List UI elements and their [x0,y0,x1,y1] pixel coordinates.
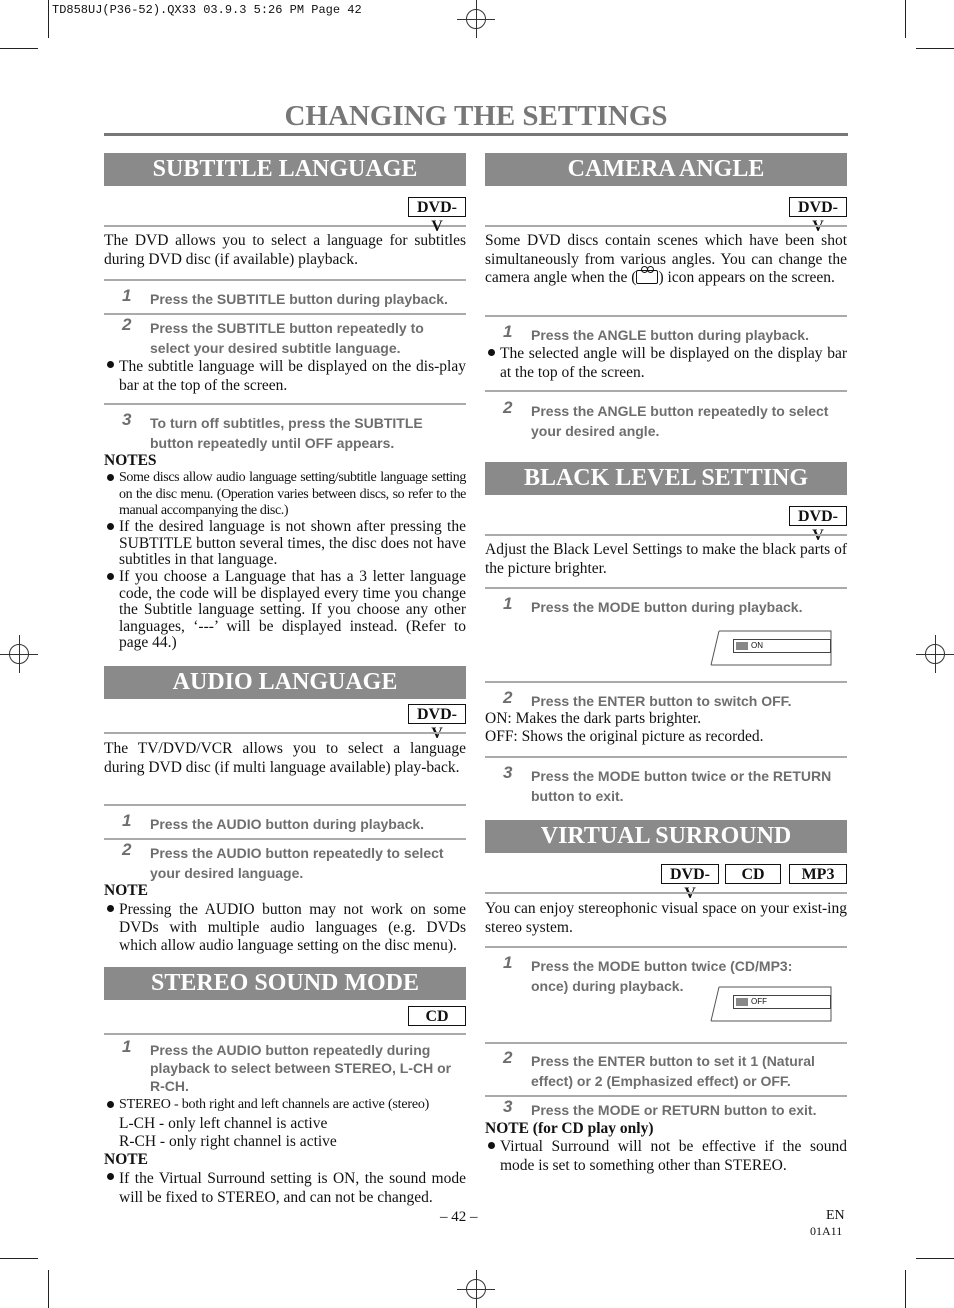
divider [104,313,466,315]
crop-mark [905,1270,906,1308]
divider [104,804,466,806]
divider [485,587,847,589]
disc-badge-cd: CD [725,864,781,884]
crop-mark [48,0,49,38]
osd-display: OFF [709,986,833,1022]
bullet-icon [107,573,114,580]
note-heading: NOTE (for CD play only) [485,1120,654,1137]
intro-text: Some DVD discs contain scenes which have been shot simultaneously from various angles. You can change the camera angle when the ( ) icon appears on the screen. [485,232,847,286]
divider [104,732,466,734]
bullet-icon [107,1173,114,1180]
document-code: 01A11 [810,1224,843,1238]
divider [485,892,847,894]
rch-text: R-CH - only right channel is active [119,1133,337,1150]
lch-text: L-CH - only left channel is active [119,1115,328,1132]
disc-badge-dvdv: DVD-V [408,197,466,217]
intro-text: The DVD allows you to select a language for subtitles during DVD disc (if available) playback. [104,232,466,268]
divider [104,279,466,281]
section-heading-stereo-sound-mode: STEREO SOUND MODE [104,967,466,1000]
disc-badge-cd: CD [408,1006,466,1026]
crop-mark [0,1258,38,1259]
osd-display: ON [709,630,833,666]
intro-text: The TV/DVD/VCR allows you to select a language during DVD disc (if multi language available) play-back. [104,740,466,776]
divider [485,534,847,536]
camera-angle-icon [636,270,658,284]
note-heading: NOTE [104,882,148,899]
divider [104,838,466,840]
section-heading-audio-language: AUDIO LANGUAGE [104,666,466,699]
divider [485,946,847,948]
on-description: ON: Makes the dark parts brighter. [485,710,702,727]
crop-mark [916,1258,954,1259]
section-heading-black-level-setting: BLACK LEVEL SETTING [485,462,847,495]
disc-badge-mp3: MP3 [789,864,847,884]
divider [485,225,847,227]
registration-mark-icon [457,0,495,38]
registration-mark-icon [916,635,954,673]
page-number: – 42 – [440,1209,478,1225]
divider [485,315,847,317]
bullet-icon [107,474,114,481]
disc-badge-dvdv: DVD- [661,864,719,884]
crop-mark [905,0,906,38]
section-heading-camera-angle: CAMERA ANGLE [485,153,847,186]
bullet-icon [488,1142,495,1149]
bullet-icon [488,349,495,356]
registration-mark-icon [457,1270,495,1308]
registration-mark-icon [0,635,38,673]
disc-badge-dvdv: DVD- [408,704,466,724]
divider [485,756,847,758]
surround-icon [736,998,748,1006]
language-code: EN [826,1208,845,1223]
disc-badge-dvdv: DVD- [789,506,847,526]
print-slug: TD858UJ(P36-52).QX33 03.9.3 5:26 PM Page 42 [52,3,362,17]
title-rule [104,133,848,136]
page-title: CHANGING THE SETTINGS [284,100,668,132]
bullet-icon [107,1101,114,1108]
crop-mark [916,48,954,49]
bullet-icon [107,905,114,912]
divider [104,403,466,405]
divider [104,1033,466,1035]
intro-text: You can enjoy stereophonic visual space on your exist-ing stereo system. [485,900,847,936]
divider [485,1042,847,1044]
divider [485,681,847,683]
section-heading-subtitle-language: SUBTITLE LANGUAGE [104,153,466,186]
section-heading-virtual-surround: VIRTUAL SURROUND [485,820,847,853]
bullet-icon [107,523,114,530]
crop-mark [0,48,38,49]
notes-heading: NOTES [104,452,157,469]
divider [485,1095,847,1097]
disc-badge-dvdv: DVD- [789,197,847,217]
note-heading: NOTE [104,1151,148,1168]
divider [104,225,466,227]
off-description: OFF: Shows the original picture as recorded. [485,728,764,745]
crop-mark [48,1270,49,1308]
divider [485,390,847,392]
black-level-icon [736,642,748,650]
bullet-icon [107,361,114,368]
intro-text: Adjust the Black Level Settings to make the black parts of the picture brighter. [485,541,847,577]
